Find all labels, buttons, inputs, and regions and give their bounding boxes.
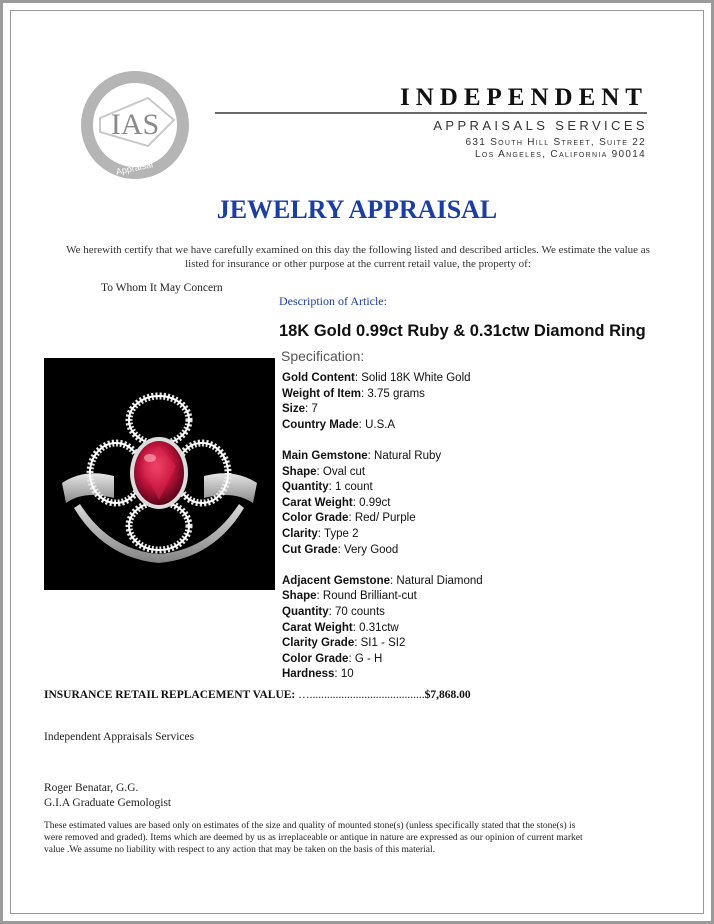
spec-main-carat: Carat Weight: 0.99ct — [282, 496, 391, 509]
spec-label: Hardness — [282, 668, 335, 681]
spec-value: Oval cut — [322, 465, 366, 478]
insurance-label: INSURANCE RETAIL REPLACEMENT VALUE: — [44, 689, 296, 701]
spec-weight: Weight of Item: 3.75 grams — [282, 387, 425, 400]
spec-value: Natural Ruby — [374, 449, 442, 462]
spec-adjacent-color: Color Grade: G - H — [282, 652, 383, 665]
spec-value: G - H — [354, 652, 383, 665]
spec-value: Very Good — [343, 543, 399, 556]
spec-main-clarity: Clarity: Type 2 — [282, 527, 359, 540]
spec-label: Clarity Grade — [282, 637, 355, 650]
spec-value: U.S.A — [365, 418, 396, 431]
spec-label: Weight of Item — [282, 387, 362, 400]
spec-label: Shape — [282, 465, 317, 478]
spec-label: Shape — [282, 590, 317, 603]
spec-main-gemstone: Main Gemstone: Natural Ruby — [282, 449, 442, 462]
spec-label: Main Gemstone — [282, 449, 368, 462]
logo-text: IAS — [110, 108, 160, 141]
spec-main-shape: Shape: Oval cut — [282, 465, 366, 478]
spec-label: Gold Content — [282, 372, 355, 384]
spec-adjacent-clarity: Clarity Grade: SI1 - SI2 — [282, 637, 406, 650]
spec-label: Adjacent Gemstone — [282, 574, 390, 587]
spec-label: Carat Weight — [282, 496, 353, 509]
spec-main-cut: Cut Grade: Very Good — [282, 543, 399, 556]
specification-label: Specification: — [281, 348, 365, 364]
spec-value: Solid 18K White Gold — [361, 372, 471, 384]
spec-label: Country Made — [282, 418, 359, 431]
specification-list — [282, 371, 483, 683]
recipient: To Whom It May Concern — [101, 282, 223, 294]
logo-subtext: Appraisal — [114, 159, 154, 177]
spec-gold-content: Gold Content: Solid 18K White Gold — [282, 372, 471, 384]
spec-adjacent-gemstone: Adjacent Gemstone: Natural Diamond — [282, 574, 483, 587]
spec-adjacent-quantity: Quantity: 70 counts — [282, 605, 385, 618]
spec-label: Cut Grade — [282, 543, 338, 556]
spec-label: Quantity — [282, 481, 329, 494]
insurance-amount: $7,868.00 — [424, 689, 471, 701]
spec-value: SI1 - SI2 — [360, 637, 406, 650]
spec-value: Round Brilliant-cut — [322, 590, 417, 603]
spec-value: 0.99ct — [359, 496, 391, 509]
signature-company: Independent Appraisals Services — [44, 731, 195, 743]
spec-spacer — [282, 433, 483, 449]
spec-value: Natural Diamond — [396, 574, 483, 587]
intro-paragraph: We herewith certify that we have carefully examined on this day the following listed and described articles. We estimate the value as listed for insurance or other purpose at the current retail value, the property of: — [66, 244, 650, 270]
ring-photo — [44, 358, 275, 590]
spec-adjacent-hardness: Hardness: 10 — [282, 668, 354, 681]
spec-label: Quantity — [282, 605, 329, 618]
spec-spacer — [282, 558, 483, 574]
spec-label: Color Grade — [282, 652, 349, 665]
spec-value: 70 counts — [335, 605, 385, 618]
spec-label: Clarity — [282, 527, 318, 540]
spec-value: 7 — [311, 403, 318, 416]
spec-value: 10 — [340, 668, 354, 681]
address-line-2: Los Angeles, California 90014 — [475, 149, 646, 160]
document-title: JEWELRY APPRAISAL — [216, 195, 498, 224]
spec-value: Type 2 — [323, 527, 359, 540]
spec-main-quantity: Quantity: 1 count — [282, 481, 373, 494]
spec-size: Size: 7 — [282, 403, 318, 416]
company-name: INDEPENDENT — [400, 84, 648, 111]
ias-logo — [78, 68, 192, 182]
spec-adjacent-carat: Carat Weight: 0.31ctw — [282, 621, 399, 634]
spec-label: Carat Weight — [282, 621, 353, 634]
spec-country: Country Made: U.S.A — [282, 418, 396, 431]
item-title: 18K Gold 0.99ct Ruby & 0.31ctw Diamond Ring — [279, 322, 646, 340]
spec-label: Color Grade — [282, 512, 349, 525]
spec-value: 0.31ctw — [359, 621, 399, 634]
header-divider — [215, 112, 647, 114]
spec-value: 3.75 grams — [367, 387, 425, 400]
spec-value: 1 count — [335, 481, 373, 494]
description-label: Description of Article: — [279, 294, 387, 308]
company-subtitle: APPRAISALS SERVICES — [433, 118, 648, 133]
spec-value: Red/ Purple — [354, 512, 416, 525]
insurance-dots: …........................................ — [298, 689, 425, 701]
spec-main-color: Color Grade: Red/ Purple — [282, 512, 416, 525]
disclaimer: These estimated values are based only on estimates of the size and quality of mounted stone(s) (unless specifically stated that the stone(s) is were removed and graded). Items which are deemed by us as irreplaceable or antique in nature are expressed as our opinion of current market value .We assume no liability with respect to any action that may be taken on the basis of this material. — [44, 821, 583, 855]
insurance-value-line — [44, 689, 471, 701]
address-line-1: 631 South Hill Street, Suite 22 — [465, 137, 646, 148]
signature-title: G.I.A Graduate Gemologist — [44, 797, 172, 809]
spec-label: Size — [282, 403, 306, 416]
spec-adjacent-shape: Shape: Round Brilliant-cut — [282, 590, 417, 603]
signature-name: Roger Benatar, G.G. — [44, 782, 139, 794]
